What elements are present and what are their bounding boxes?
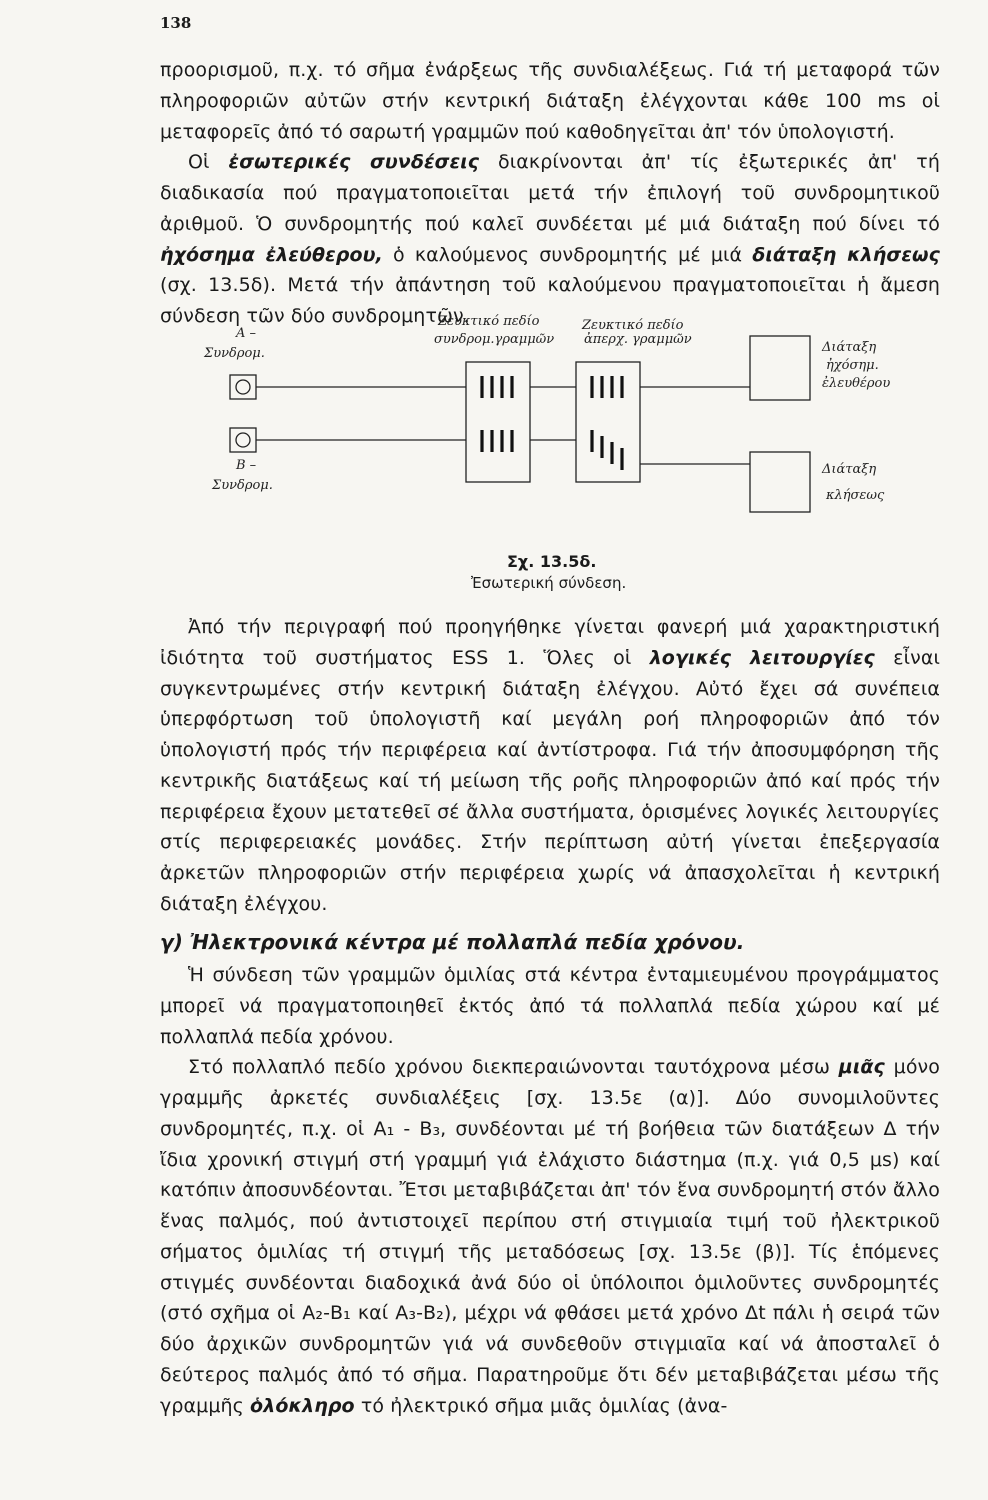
subscriber-a-dial-icon (236, 380, 250, 394)
line-switching-field (466, 362, 530, 482)
text-run: Οἱ (188, 151, 229, 174)
dial-tone-device-label: Διάταξη (822, 340, 877, 355)
paragraph-1: προορισμοῦ, π.χ. τό σῆμα ἐνάρξεως τῆς συνδιαλέξεως. Γιά τή μεταφορά τῶν πληροφοριῶν αὐτῶν στήν κεντρική διάταξη ἐλέγχονται κάθε 100 ms οἱ μεταφορεῖς ἀπό τό σαρωτή γραμμῶν πού καθοδηγεῖται ἀπ' τόν ὑπολογιστή. (160, 59, 940, 143)
ringing-device-label: Διάταξη (822, 462, 877, 477)
crosspoint-bars-field-2 (592, 376, 622, 470)
text-run: διακρίνονται ἀπ' τίς ἐξωτερικές ἀπ' τή διαδικασία πού πραγματοποιεῖται μετά τήν ἐπιλογή τοῦ συνδρομητικοῦ ἀριθμοῦ. Ὁ συνδρομητής πού καλεῖ συνδέεται μέ μιά διάταξη πού δίνει τό (160, 151, 940, 235)
keyword-whole: ὁλόκληρο (250, 1394, 355, 1417)
dial-tone-device (750, 336, 810, 400)
subscriber-b-dial-icon (236, 433, 250, 447)
figure-caption-text: Ἐσωτερική σύνδεση. (471, 574, 627, 592)
dial-tone-device-label-3: ἐλευθέρου (822, 376, 891, 391)
ringing-device-label-2: κλήσεως (826, 488, 885, 503)
bottom-text-block (160, 612, 940, 1422)
dial-tone-device-label-2: ἠχόσημ. (826, 358, 879, 373)
keyword-one: μιᾶς (838, 1056, 885, 1079)
subscriber-a-label-2: Συνδρομ. (204, 346, 265, 361)
subscriber-b-phone-icon (230, 428, 256, 452)
text-run: ὁ καλούμενος συνδρομητής μέ μιά (382, 243, 753, 266)
text-run: (σχ. 13.5δ). Μετά τήν ἀπάντηση τοῦ καλούμενου πραγματοποιεῖται ἡ ἄμεση σύνδεση τῶν δύο συνδρομητῶν. (160, 274, 940, 328)
section-heading: γ) Ἠλεκτρονικά κέντρα μέ πολλαπλά πεδία χρόνου. (160, 929, 745, 954)
paragraph-3 (160, 612, 940, 920)
text-run: τό ἠλεκτρικό σῆμα μιᾶς ὁμιλίας (ἀνα- (354, 1394, 728, 1417)
paragraph-5 (160, 1052, 940, 1421)
figure-caption-number: Σχ. 13.5δ. (507, 552, 597, 571)
subscriber-a-phone-icon (230, 375, 256, 399)
field-2-label: Ζευκτικό πεδίο (582, 318, 684, 333)
page-number: 138 (160, 14, 192, 32)
text-run: Στό πολλαπλό πεδίο χρόνου διεκπεραιώνονται ταυτόχρονα μέσω (188, 1056, 839, 1079)
field-2-label-2: ἀπερχ. γραμμῶν (584, 332, 692, 347)
outgoing-switching-field (576, 362, 640, 482)
figure-13-5d (190, 312, 930, 602)
keyword-logic-functions: λογικές λειτουργίες (649, 646, 875, 669)
text-run: Ἀπό τήν περιγραφή πού προηγήθηκε γίνεται φανερή μιά χαρακτηριστική ἰδιότητα τοῦ συστήματος ESS 1. Ὅλες οἱ (160, 616, 940, 669)
top-text-block (160, 55, 940, 332)
text-run: εἶναι συγκεντρωμένες στήν κεντρική διάταξη ἐλέγχου. Αὐτό ἔχει σά συνέπεια ὑπερφόρτωση τοῦ ὑπολογιστῆ καί μεγάλη ροή πληροφοριῶν ἀπό τόν ὑπολογιστή πρός τήν περιφέρεια καί ἀντίστροφα. Γιά τήν ἀποσυμφόρηση τῆς κεντρικῆς διατάξεως καί τή μείωση τῆς ροῆς πληροφοριῶν ἀπό καί πρός τήν περιφέρεια ἔχουν μετατεθεῖ σέ ἄλλα συστήματα, ὁρισμένες λογικές λειτουργίες στίς περιφερειακές μονάδες. Στήν περίπτωση αὐτή γίνεται ἐπεξεργασία ἀρκετῶν πληροφοριῶν στήν περιφέρεια χωρίς νά ἀπασχολεῖται ἡ κεντρική διάταξη ἐλέγχου. (160, 646, 940, 915)
crosspoint-bars-field-1 (482, 376, 512, 452)
paragraph-4: Ἡ σύνδεση τῶν γραμμῶν ὁμιλίας στά κέντρα ἐνταμιευμένου προγράμματος μπορεῖ νά πραγματοποιηθεῖ ἐκτός ἀπό τά πολλαπλά πεδία χώρου καί μέ πολλαπλά πεδία χρόνου. (160, 964, 940, 1048)
subscriber-b-label: Β – (236, 458, 257, 473)
ringing-device (750, 452, 810, 512)
field-1-label-2: συνδρομ.γραμμῶν (434, 332, 555, 347)
keyword-ringing-device: διάταξη κλήσεως (752, 243, 940, 266)
keyword-internal-connections: ἐσωτερικές συνδέσεις (228, 151, 480, 174)
paragraph-2 (160, 147, 940, 332)
keyword-dial-tone: ἠχόσημα ἐλεύθερου, (160, 243, 383, 266)
subscriber-a-label: Α – (236, 326, 257, 341)
field-1-label: Ζευκτικό πεδίο (438, 314, 540, 329)
text-run: μόνο γραμμῆς ἀρκετές συνδιαλέξεις [σχ. 13.5ε (α)]. Δύο συνομιλοῦντες συνδρομητές, π.χ. οἱ Α₁ - Β₃, συνδέονται μέ τή βοήθεια τῶν διατάξεων Δ τήν ἴδια χρονική στιγμή στή γραμμή γιά ἐλάχιστο διάστημα (π.χ. γιά 0,5 μs) καί κατόπιν ἀποσυνδέονται. Ἔτσι μεταβιβάζεται ἀπ' τόν ἕνα συνδρομητή στόν ἄλλο ἕνας παλμός, πού ἀντιστοιχεῖ περίπου στή στιγμιαία τιμή τοῦ ἠλεκτρικοῦ σήματος ὁμιλίας τή στιγμή τῆς μεταδόσεως [σχ. 13.5ε (β)]. Τίς ἑπόμενες στιγμές συνδέονται διαδοχικά ἀνά δύο οἱ ὑπόλοιποι ὁμιλοῦντες συνδρομητές (στό σχῆμα οἱ Α₂-Β₁ καί Α₃-Β₂), μέχρι νά φθάσει μετά χρόνο Δt πάλι ἡ σειρά τῶν δύο ἀρχικῶν συνδρομητῶν γιά νά συνδεθοῦν στιγμιαῖα καί νά ἀποσταλεῖ ὁ δεύτερος παλμός ἀπό τό σῆμα. Παρατηροῦμε ὅτι δέν μεταβιβάζεται μέσω τῆς γραμμῆς (160, 1056, 940, 1417)
subscriber-b-label-2: Συνδρομ. (212, 478, 273, 493)
